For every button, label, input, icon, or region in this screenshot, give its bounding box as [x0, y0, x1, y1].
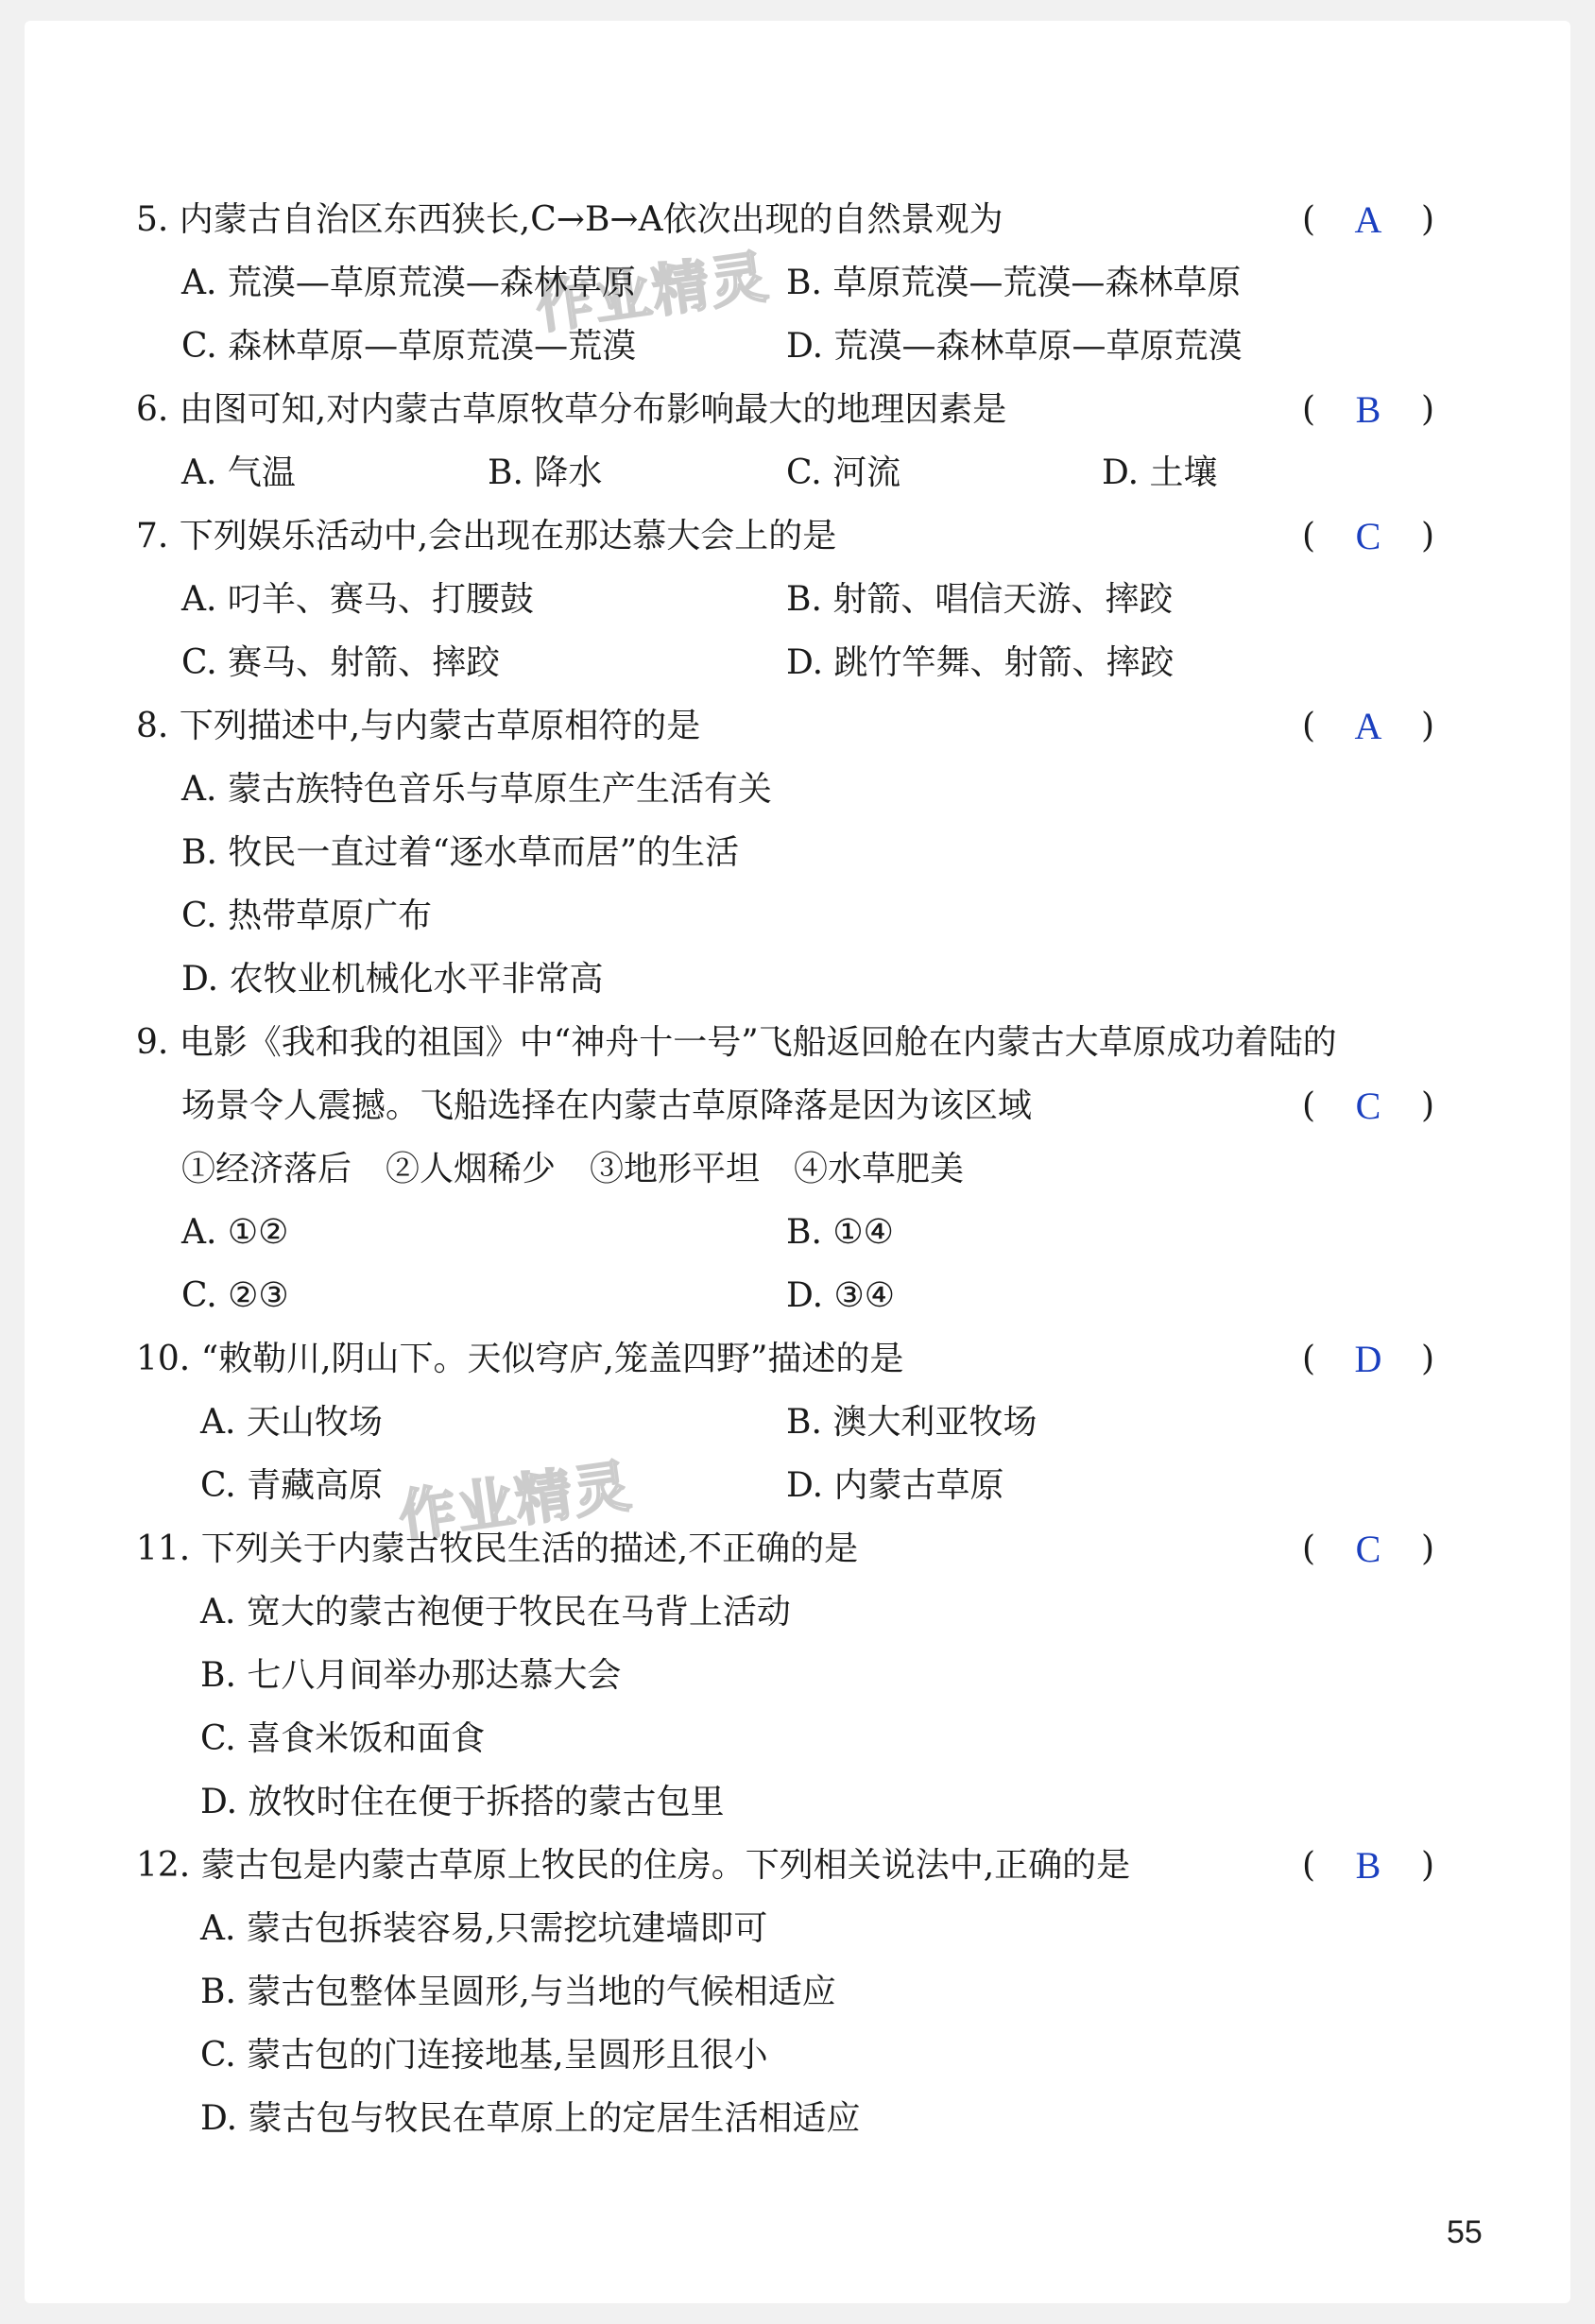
answer-bracket: ( B ) — [1302, 388, 1434, 431]
answer-bracket: ( A ) — [1302, 198, 1434, 241]
question-stem: 7. 下列娱乐活动中,会出现在那达慕大会上的是 — [136, 517, 837, 555]
watermark: 作业精灵 — [532, 244, 774, 342]
option-d: D. 跳竹竿舞、射箭、摔跤 — [786, 643, 1175, 682]
option-a: A. 宽大的蒙古袍便于牧民在马背上活动 — [200, 1593, 791, 1632]
option-d: D. 荒漠—森林草原—草原荒漠 — [786, 327, 1243, 366]
option-a: A. ①② — [181, 1213, 289, 1252]
option-a: A. 气温 — [181, 453, 296, 492]
option-a: A. 蒙古族特色音乐与草原生产生活有关 — [181, 770, 772, 809]
option-c: C. 河流 — [786, 453, 901, 492]
option-c: C. 森林草原—草原荒漠—荒漠 — [181, 327, 637, 366]
option-c: C. 蒙古包的门连接地基,呈圆形且很小 — [200, 2036, 768, 2075]
option-c: C. 热带草原广布 — [181, 897, 433, 935]
answer-letter: B — [1355, 1844, 1381, 1887]
option-a: A. 天山牧场 — [200, 1403, 383, 1442]
option-d: D. 内蒙古草原 — [786, 1466, 1004, 1505]
option-b: B. 射箭、唱信天游、摔跤 — [786, 580, 1174, 619]
question-stem: 9. 电影《我和我的祖国》中“神舟十一号”飞船返回舱在内蒙古大草原成功着陆的 — [136, 1023, 1337, 1062]
option-b: B. 七八月间举办那达慕大会 — [200, 1656, 622, 1695]
answer-bracket: ( D ) — [1302, 1338, 1434, 1380]
option-c: C. 赛马、射箭、摔跤 — [181, 643, 501, 682]
answer-letter: C — [1355, 1085, 1381, 1127]
question-stem: 12. 蒙古包是内蒙古草原上牧民的住房。下列相关说法中,正确的是 — [136, 1846, 1131, 1885]
option-a: A. 荒漠—草原荒漠—森林草原 — [181, 264, 636, 302]
worksheet-page — [25, 21, 1570, 2303]
question-stem: 8. 下列描述中,与内蒙古草原相符的是 — [136, 707, 701, 745]
answer-letter: A — [1354, 198, 1382, 241]
answer-bracket: ( B ) — [1302, 1844, 1434, 1887]
option-b: B. 牧民一直过着“逐水草而居”的生活 — [181, 833, 740, 872]
question-stem: 10. “敕勒川,阴山下。天似穹庐,笼盖四野”描述的是 — [136, 1340, 904, 1378]
option-a: A. 叼羊、赛马、打腰鼓 — [181, 580, 534, 619]
statement-items: ①经济落后 ②人烟稀少 ③地形平坦 ④水草肥美 — [181, 1150, 965, 1188]
option-d: D. 土壤 — [1102, 453, 1218, 492]
option-c: C. 喜食米饭和面食 — [200, 1719, 486, 1758]
option-b: B. 降水 — [488, 453, 603, 492]
option-d: D. 蒙古包与牧民在草原上的定居生活相适应 — [200, 2099, 861, 2138]
answer-bracket: ( A ) — [1302, 705, 1434, 747]
option-b: B. 澳大利亚牧场 — [786, 1403, 1038, 1442]
option-c: C. 青藏高原 — [200, 1466, 384, 1505]
option-a: A. 蒙古包拆装容易,只需挖坑建墙即可 — [200, 1909, 768, 1948]
question-stem-continued: 场景令人震撼。飞船选择在内蒙古草原降落是因为该区域 — [181, 1086, 1033, 1125]
answer-letter: D — [1354, 1338, 1382, 1380]
option-b: B. 草原荒漠—荒漠—森林草原 — [786, 264, 1242, 302]
answer-letter: C — [1355, 1528, 1381, 1570]
option-d: D. 放牧时住在便于拆搭的蒙古包里 — [200, 1783, 725, 1821]
watermark: 作业精灵 — [395, 1453, 637, 1551]
answer-bracket: ( C ) — [1302, 1528, 1434, 1570]
page-number: 55 — [1447, 2214, 1483, 2250]
answer-bracket: ( C ) — [1302, 1085, 1434, 1127]
question-stem: 5. 内蒙古自治区东西狭长,C→B→A依次出现的自然景观为 — [136, 200, 1003, 239]
answer-letter: B — [1355, 388, 1381, 431]
question-stem: 11. 下列关于内蒙古牧民生活的描述,不正确的是 — [136, 1529, 859, 1568]
option-d: D. ③④ — [786, 1276, 896, 1315]
option-c: C. ②③ — [181, 1276, 289, 1315]
option-b: B. 蒙古包整体呈圆形,与当地的气候相适应 — [200, 1973, 836, 2011]
option-d: D. 农牧业机械化水平非常高 — [181, 960, 604, 999]
answer-bracket: ( C ) — [1302, 515, 1434, 557]
question-stem: 6. 由图可知,对内蒙古草原牧草分布影响最大的地理因素是 — [136, 390, 1007, 429]
answer-letter: A — [1354, 705, 1382, 747]
answer-letter: C — [1355, 515, 1381, 557]
option-b: B. ①④ — [786, 1213, 894, 1252]
